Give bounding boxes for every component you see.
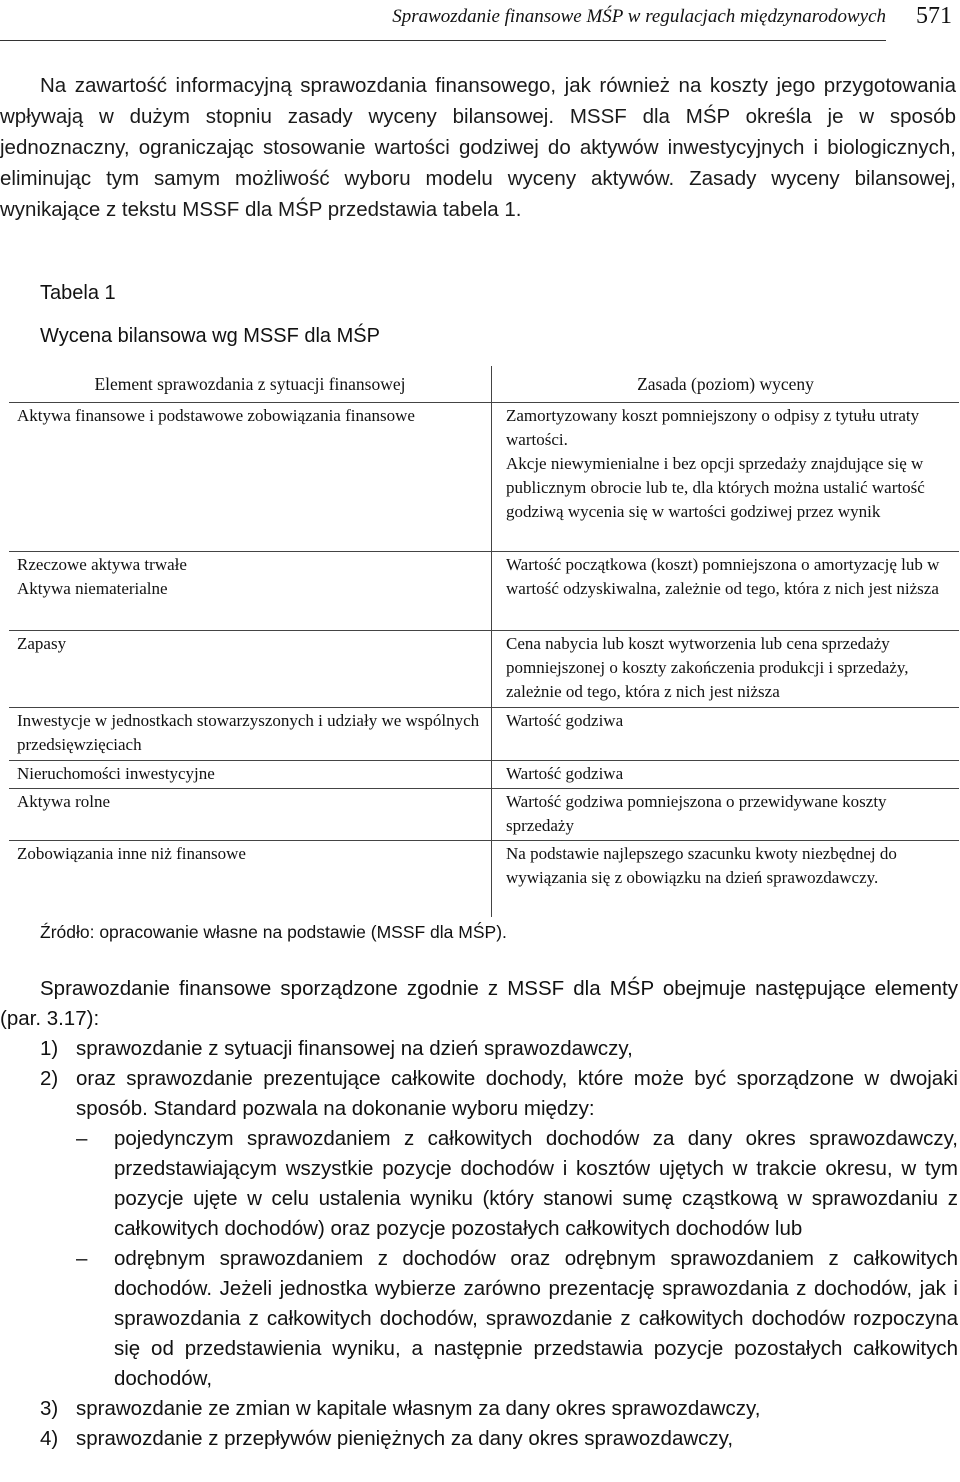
- element-cell: [9, 789, 492, 841]
- rule-cell: [492, 552, 960, 631]
- rule-cell: [492, 841, 960, 917]
- list-item: [0, 1394, 958, 1424]
- sub-list-item-text: odrębnym sprawozdaniem z dochodów oraz odrębnym sprawozdaniem z całkowitych dochodów. Jeżeli jednostka wybierze zarówno prezentację sprawozdania z dochodów, jak i sprawozdania z całkowitych dochodów, sprawozdanie z całkowitych dochodów rozpoczyna się od przedstawienia wyniku, a następnie przedstawia pozycje pozostałych całkowitych dochodów,: [114, 1247, 958, 1390]
- sub-list-item-text: pojedynczym sprawozdaniem z całkowitych dochodów za dany okres sprawozdawczy, przedstawiającym wszystkie pozycje dochodów i kosztów ujętych w trakcie okresu, w tym pozycje ujęte w celu ustalenia wyniku (który stanowi sumę cząstkową w sprawozdaniu z całkowitych dochodów) oraz pozycje pozostałych całkowitych dochodów lub: [114, 1127, 958, 1240]
- running-title: Sprawozdanie finansowe MŚP w regulacjach międzynarodowych: [392, 6, 886, 27]
- body-text: [0, 974, 958, 1454]
- element-cell: [9, 631, 492, 708]
- table-label: Tabela 1: [40, 282, 116, 304]
- list-item: [0, 1424, 958, 1454]
- running-header: [0, 0, 958, 40]
- dash-marker: –: [76, 1247, 88, 1270]
- list-item-text: sprawozdanie z sytuacji finansowej na dzień sprawozdawczy,: [76, 1037, 633, 1060]
- table-row: [9, 631, 959, 708]
- rule-text: Wartość godziwa pomniejszona o przewidywane koszty sprzedaży: [506, 792, 887, 835]
- rule-cell: [492, 631, 960, 708]
- table-row: [9, 761, 959, 789]
- rule-text: Na podstawie najlepszego szacunku kwoty niezbędnej do wywiązania się z obowiązku na dzień sprawozdawczy.: [506, 844, 897, 887]
- list-marker: 1): [40, 1037, 59, 1060]
- element-text: Aktywa rolne: [17, 792, 111, 811]
- header-rule: [0, 40, 886, 41]
- table-header-row: [9, 366, 959, 403]
- list-item-text: sprawozdanie ze zmian w kapitale własnym za dany okres sprawozdawczy,: [76, 1397, 761, 1420]
- rule-text: Akcje niewymienialne i bez opcji sprzedaży znajdujące się w publicznym obrocie lub te, dla których można ustalić wartość godziwą wycenia się w wartości godziwej przez wynik: [506, 454, 925, 521]
- list-marker: 4): [40, 1427, 59, 1450]
- element-text: Rzeczowe aktywa trwałe: [17, 555, 187, 574]
- list-marker: 3): [40, 1397, 59, 1420]
- intro-paragraph: [0, 70, 956, 225]
- rule-cell: [492, 789, 960, 841]
- element-text: Aktywa niematerialne: [17, 579, 168, 598]
- table-row: [9, 841, 959, 917]
- list-item: [0, 1064, 958, 1124]
- list-item-text: sprawozdanie z przepływów pieniężnych za dany okres sprawozdawczy,: [76, 1427, 734, 1450]
- list-item: [0, 1034, 958, 1064]
- element-cell: [9, 761, 492, 789]
- element-cell: [9, 708, 492, 761]
- element-text: Zapasy: [17, 634, 67, 653]
- element-text: Inwestycje w jednostkach stowarzyszonych i udziały we wspólnych przedsięwzięciach: [17, 711, 480, 754]
- lead-text: Sprawozdanie finansowe sporządzone zgodnie z MSSF dla MŚP obejmuje następujące elementy (par. 3.17):: [0, 977, 958, 1030]
- element-text: Aktywa finansowe i podstawowe zobowiązania finansowe: [17, 406, 415, 425]
- table-title: Wycena bilansowa wg MSSF dla MŚP: [40, 325, 380, 347]
- header-element: Element sprawozdania z sytuacji finansowej: [9, 366, 492, 403]
- element-cell: [9, 403, 492, 552]
- rule-text: Wartość początkowa (koszt) pomniejszona o amortyzację lub w wartość odzyskiwalna, zależnie od tego, która z nich jest niższa: [506, 555, 940, 598]
- rule-cell: [492, 708, 960, 761]
- rule-cell: [492, 761, 960, 789]
- element-cell: [9, 841, 492, 917]
- rule-text: Cena nabycia lub koszt wytworzenia lub cena sprzedaży pomniejszonej o koszty zakończenia produkcji i sprzedaży, zależnie od tego, która z nich jest niższa: [506, 634, 909, 701]
- header-rule-level: Zasada (poziom) wyceny: [492, 366, 960, 403]
- valuation-table: [9, 366, 959, 917]
- rule-text: Wartość godziwa: [506, 764, 624, 783]
- table-row: [9, 552, 959, 631]
- element-text: Nieruchomości inwestycyjne: [17, 764, 215, 783]
- intro-paragraph-text: Na zawartość informacyjną sprawozdania finansowego, jak również na koszty jego przygotowania wpływają w dużym stopniu zasady wyceny bilansowej. MSSF dla MŚP określa je w sposób jednoznaczny, ograniczając stosowanie wartości godziwej do aktywów inwestycyjnych i biologicznych, eliminując tym samym możliwość wyboru modelu wyceny aktywów. Zasady wyceny bilansowej, wynikające z tekstu MSSF dla MŚP przedstawia tabela 1.: [0, 74, 956, 221]
- list-item-text: oraz sprawozdanie prezentujące całkowite dochody, które może być sporządzone w dwojaki sposób. Standard pozwala na dokonanie wyboru między:: [76, 1067, 958, 1120]
- sub-list-item: [0, 1124, 958, 1244]
- sub-list-item: [0, 1244, 958, 1394]
- rule-text: Zamortyzowany koszt pomniejszony o odpisy z tytułu utraty wartości.: [506, 406, 920, 449]
- list-marker: 2): [40, 1067, 59, 1090]
- table-row: [9, 789, 959, 841]
- element-text: Zobowiązania inne niż finansowe: [17, 844, 246, 863]
- page-number: 571: [916, 3, 952, 29]
- table-source: Źródło: opracowanie własne na podstawie (MSSF dla MŚP).: [40, 922, 507, 942]
- table-row: [9, 403, 959, 552]
- rule-cell: [492, 403, 960, 552]
- table-row: [9, 708, 959, 761]
- dash-marker: –: [76, 1127, 88, 1150]
- element-cell: [9, 552, 492, 631]
- rule-text: Wartość godziwa: [506, 711, 624, 730]
- lead-paragraph: [0, 974, 958, 1034]
